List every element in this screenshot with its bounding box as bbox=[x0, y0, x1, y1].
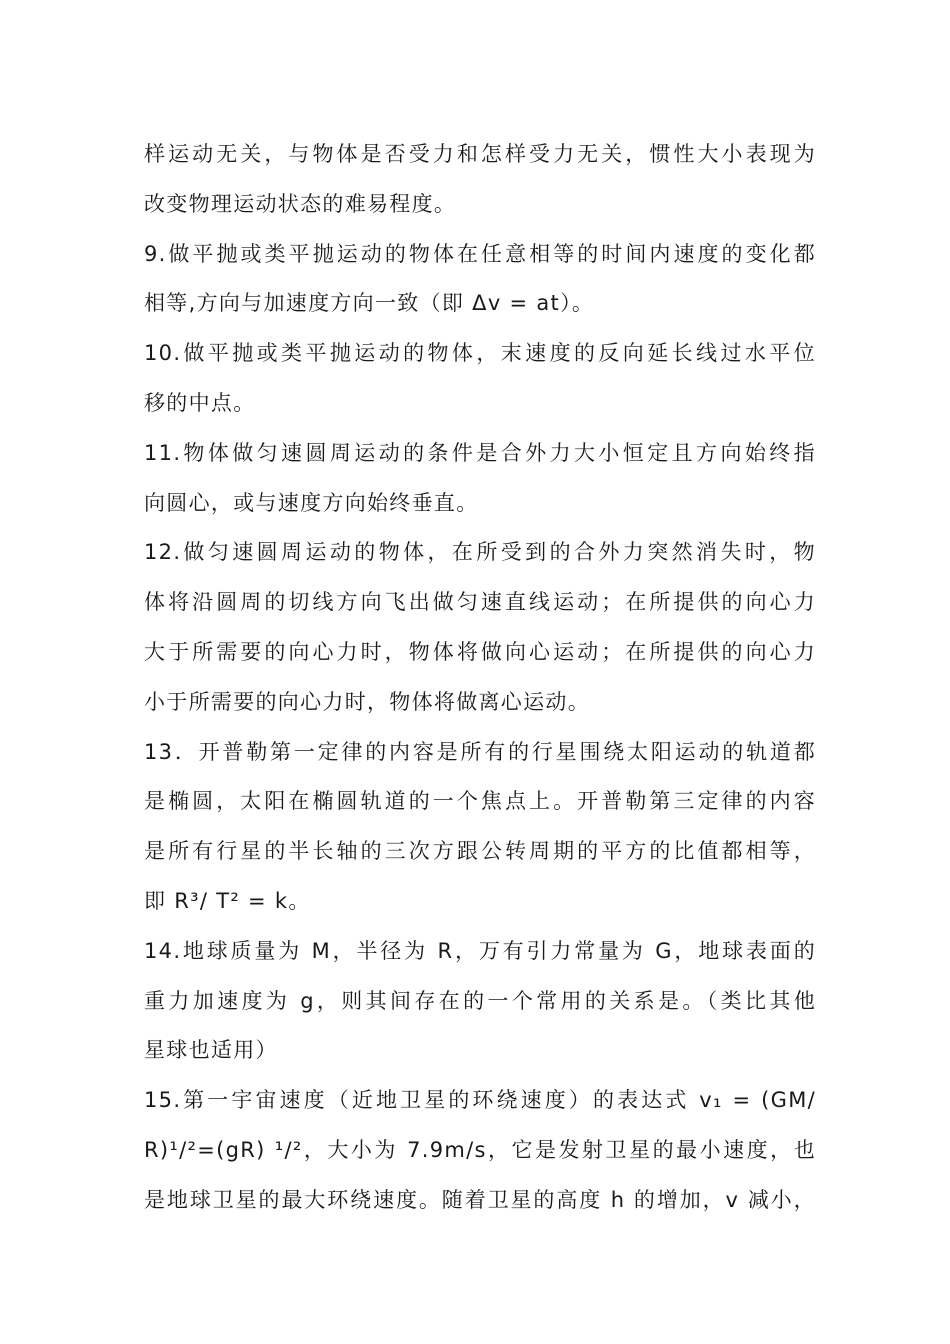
text-line: 即 R³/ T² = k。 bbox=[144, 888, 311, 913]
text-line: 样运动无关，与物体是否受力和怎样受力无关，惯性大小表现为 bbox=[144, 142, 816, 166]
text-line: 14.地球质量为 M，半径为 R，万有引力常量为 G，地球表面的 bbox=[144, 938, 816, 963]
text-line: 是椭圆，太阳在椭圆轨道的一个焦点上。开普勒第三定律的内容 bbox=[144, 789, 816, 814]
text-line: 12.做匀速圆周运动的物体，在所受到的合外力突然消失时，物 bbox=[144, 540, 816, 565]
text-line: 大于所需要的向心力时，物体将做向心运动；在所提供的向心力 bbox=[144, 639, 816, 664]
text-line: 13．开普勒第一定律的内容是所有的行星围绕太阳运动的轨道都 bbox=[144, 739, 816, 764]
text-line: 是地球卫星的最大环绕速度。随着卫星的高度 h 的增加，v 减小， bbox=[144, 1187, 816, 1212]
text-line: 小于所需要的向心力时，物体将做离心运动。 bbox=[144, 689, 590, 714]
text-line: 体将沿圆周的切线方向飞出做匀速直线运动；在所提供的向心力 bbox=[144, 590, 816, 615]
text-line: 移的中点。 bbox=[144, 390, 256, 415]
text-line: 向圆心，或与速度方向始终垂直。 bbox=[144, 490, 479, 515]
text-line: R)¹/²=(gR) ¹/²，大小为 7.9m/s，它是发射卫星的最小速度，也 bbox=[144, 1137, 816, 1162]
body-text bbox=[144, 130, 816, 1226]
text-line: 星球也适用） bbox=[144, 1038, 278, 1063]
text-line: 是所有行星的半长轴的三次方跟公转周期的平方的比值都相等， bbox=[144, 839, 816, 864]
text-line: 9.做平抛或类平抛运动的物体在任意相等的时间内速度的变化都 bbox=[144, 241, 816, 266]
text-line: 重力加速度为 g，则其间存在的一个常用的关系是。（类比其他 bbox=[144, 988, 816, 1013]
text-line: 11.物体做匀速圆周运动的条件是合外力大小恒定且方向始终指 bbox=[144, 440, 816, 465]
text-line: 改变物理运动状态的难易程度。 bbox=[144, 191, 457, 216]
text-line: 15.第一宇宙速度（近地卫星的环绕速度）的表达式 v₁ = (GM/ bbox=[144, 1088, 816, 1113]
text-line: 相等,方向与加速度方向一致（即 Δv = at）。 bbox=[144, 291, 595, 316]
text-line: 10.做平抛或类平抛运动的物体，末速度的反向延长线过水平位 bbox=[144, 341, 816, 366]
